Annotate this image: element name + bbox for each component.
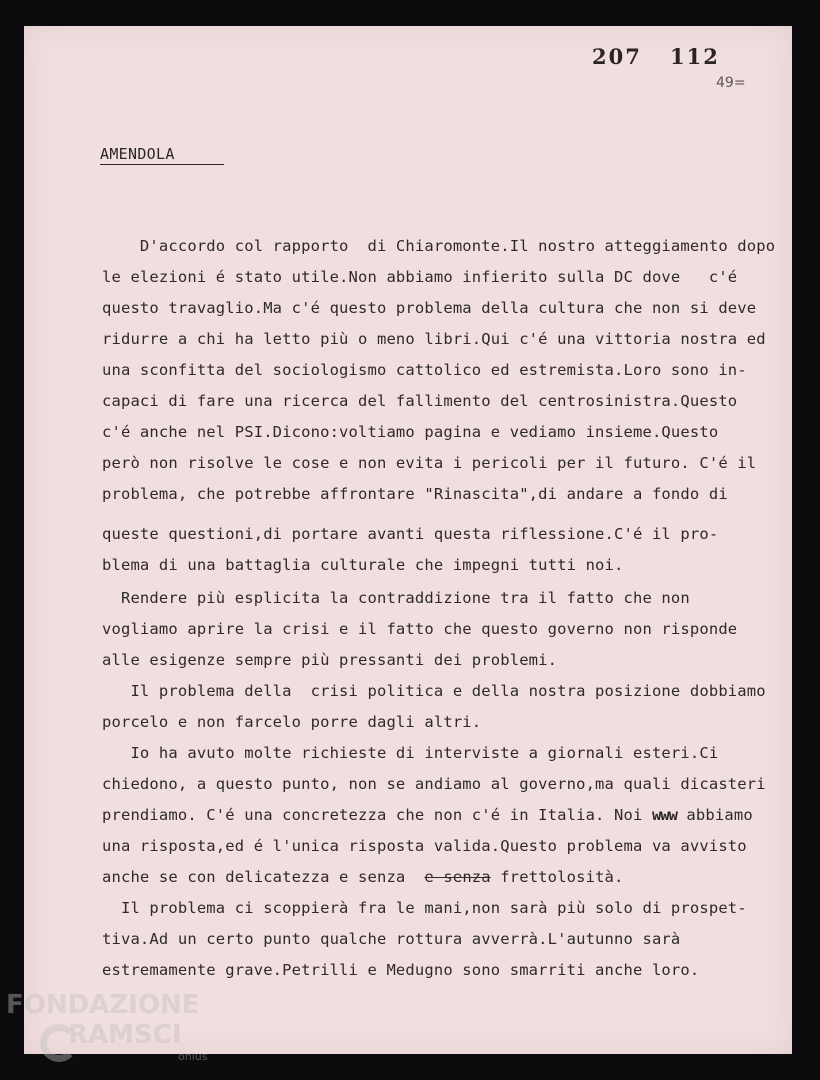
text-line [102,868,624,886]
text-line: però non risolve le cose e non evita i pericoli per il futuro. C'é il [102,454,757,472]
text-line: una sconfitta del sociologismo cattolico ed estremista.Loro sono in- [102,361,747,379]
text-line: Io ha avuto molte richieste di interviste a giornali esteri.Ci [102,744,719,762]
watermark-onlus: onlus [178,1050,208,1063]
text-line: Rendere più esplicita la contraddizione tra il fatto che non [102,589,690,607]
text-segment: prendiamo. C'é una concretezza che non c'é in Italia. Noi [102,806,652,824]
text-line: capaci di fare una ricerca del fallimento del centrosinistra.Questo [102,392,738,410]
text-line: porcelo e non farcelo porre dagli altri. [102,713,482,731]
text-line: problema, che potrebbe affrontare "Rinascita",di andare a fondo di [102,485,728,503]
text-line: ridurre a chi ha letto più o meno libri.Qui c'é una vittoria nostra ed [102,330,766,348]
text-line: alle esigenze sempre più pressanti dei problemi. [102,651,558,669]
page-mark: 49= [716,75,746,91]
text-line: blema di una battaglia culturale che impegni tutti noi. [102,556,624,574]
text-line: tiva.Ad un certo punto qualche rottura avverrà.L'autunno sarà [102,930,681,948]
typed-over-word: www [651,806,677,824]
text-segment: frettolosità. [490,868,624,886]
text-line: c'é anche nel PSI.Dicono:voltiamo pagina e vediamo insieme.Questo [102,423,719,441]
text-line: Il problema ci scoppierà fra le mani,non sarà più solo di prospet- [102,899,747,917]
watermark-line-2: RAMSCI [68,1020,182,1050]
text-line [102,806,753,824]
fondazione-gramsci-watermark [6,990,199,1050]
text-line: una risposta,ed é l'unica risposta valida.Questo problema va avvisto [102,837,747,855]
text-line: questo travaglio.Ma c'é questo problema della cultura che non si deve [102,299,757,317]
text-segment: anche se con delicatezza e senza [102,868,425,886]
text-line: D'accordo col rapporto di Chiaromonte.Il nostro atteggiamento dopo [102,237,776,255]
text-line: estremamente grave.Petrilli e Medugno sono smarriti anche loro. [102,961,700,979]
text-line: vogliamo aprire la crisi e il fatto che questo governo non risponde [102,620,738,638]
text-segment: abbiamo [676,806,753,824]
archive-number-a: 207 [592,44,642,69]
watermark-g-logo-icon [40,1024,78,1062]
watermark-line-1: FONDAZIONE [6,990,200,1020]
heading-underline [100,164,224,165]
struck-out-words: e senza [424,868,491,886]
text-line: chiedono, a questo punto, non se andiamo al governo,ma quali dicasteri [102,775,766,793]
text-line: Il problema della crisi politica e della nostra posizione dobbiamo [102,682,766,700]
archive-number-b: 112 [670,44,720,69]
text-line: queste questioni,di portare avanti questa riflessione.C'é il pro- [102,525,719,543]
text-line: le elezioni é stato utile.Non abbiamo infierito sulla DC dove c'é [102,268,738,286]
speaker-heading: AMENDOLA [100,145,175,163]
